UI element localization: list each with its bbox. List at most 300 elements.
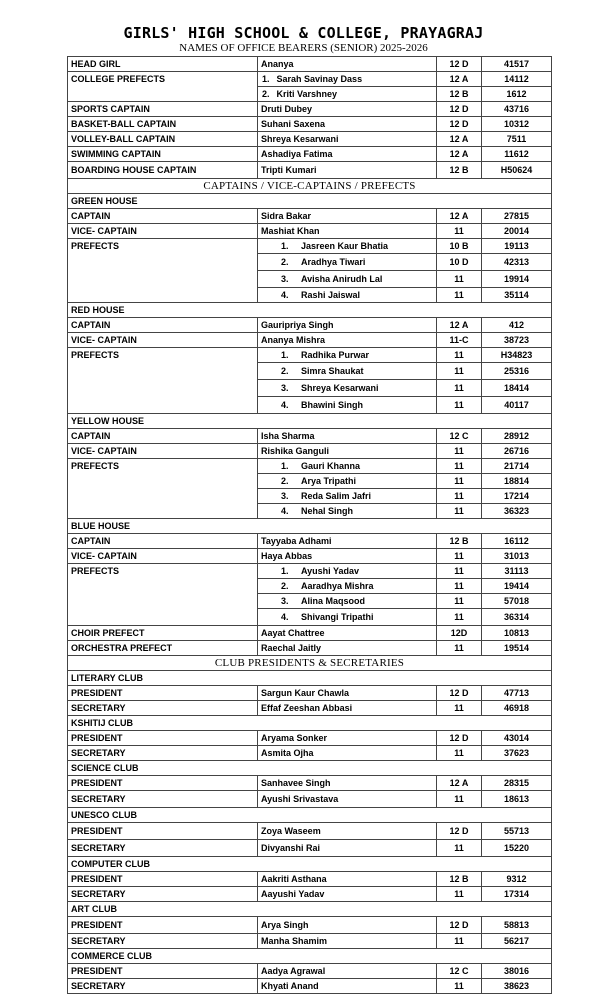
section-heading-row bbox=[68, 656, 552, 671]
member-name-cell bbox=[258, 254, 437, 271]
member-name: Nehal Singh bbox=[301, 505, 354, 516]
group-heading: RED HOUSE bbox=[68, 303, 552, 318]
post-label bbox=[68, 594, 258, 609]
class-section: 11 bbox=[437, 348, 482, 363]
class-section: 10 D bbox=[437, 254, 482, 271]
admission-number: 31113 bbox=[482, 564, 552, 579]
member-name-cell bbox=[258, 917, 437, 934]
member-name-cell bbox=[258, 162, 437, 179]
group-heading: COMMERCE CLUB bbox=[68, 949, 552, 964]
admission-number: 58813 bbox=[482, 917, 552, 934]
admission-number: 25316 bbox=[482, 363, 552, 380]
group-heading-row bbox=[68, 303, 552, 318]
member-name: Druti Dubey bbox=[261, 103, 313, 114]
group-heading: UNESCO CLUB bbox=[68, 808, 552, 823]
class-section: 12 B bbox=[437, 872, 482, 887]
class-section: 11 bbox=[437, 746, 482, 761]
table-row bbox=[68, 626, 552, 641]
class-section: 12 A bbox=[437, 147, 482, 162]
admission-number: 18613 bbox=[482, 791, 552, 808]
member-name-cell bbox=[258, 271, 437, 288]
post-label bbox=[68, 504, 258, 519]
post-label: PRESIDENT bbox=[68, 823, 258, 840]
post-label: CAPTAIN bbox=[68, 429, 258, 444]
member-name-cell bbox=[258, 318, 437, 333]
post-label: PRESIDENT bbox=[68, 964, 258, 979]
post-label: SECRETARY bbox=[68, 934, 258, 949]
post-label bbox=[68, 489, 258, 504]
member-name-cell bbox=[258, 791, 437, 808]
class-section: 11 bbox=[437, 444, 482, 459]
group-heading-row bbox=[68, 808, 552, 823]
member-name: Reda Salim Jafri bbox=[301, 490, 372, 501]
group-heading-row bbox=[68, 671, 552, 686]
admission-number: 19414 bbox=[482, 579, 552, 594]
post-label bbox=[68, 397, 258, 414]
member-name: Manha Shamim bbox=[261, 935, 328, 946]
post-label: SPORTS CAPTAIN bbox=[68, 102, 258, 117]
member-name: Jasreen Kaur Bhatia bbox=[301, 240, 389, 251]
post-label: BASKET-BALL CAPTAIN bbox=[68, 117, 258, 132]
group-heading: KSHITIJ CLUB bbox=[68, 716, 552, 731]
member-name-cell bbox=[258, 474, 437, 489]
class-section: 12 D bbox=[437, 686, 482, 701]
member-name-cell bbox=[258, 239, 437, 254]
list-number: 3. bbox=[281, 490, 289, 501]
member-name-cell bbox=[258, 872, 437, 887]
admission-number: 36323 bbox=[482, 504, 552, 519]
table-row bbox=[68, 746, 552, 761]
member-name: Effaf Zeeshan Abbasi bbox=[261, 702, 353, 713]
class-section: 12 B bbox=[437, 534, 482, 549]
class-section: 11 bbox=[437, 641, 482, 656]
table-row bbox=[68, 162, 552, 179]
class-section: 12 B bbox=[437, 162, 482, 179]
admission-number: 42313 bbox=[482, 254, 552, 271]
table-row bbox=[68, 318, 552, 333]
post-label: COLLEGE PREFECTS bbox=[68, 72, 258, 87]
member-name-cell bbox=[258, 459, 437, 474]
member-name-cell bbox=[258, 444, 437, 459]
class-section: 12 B bbox=[437, 87, 482, 102]
class-section: 12 D bbox=[437, 731, 482, 746]
member-name: Rashi Jaiswal bbox=[301, 289, 361, 300]
class-section: 12D bbox=[437, 626, 482, 641]
group-heading-row bbox=[68, 761, 552, 776]
list-number: 3. bbox=[281, 595, 289, 606]
class-section: 11 bbox=[437, 363, 482, 380]
admission-number: 38623 bbox=[482, 979, 552, 994]
list-number: 1. bbox=[281, 460, 289, 471]
table-row bbox=[68, 823, 552, 840]
group-heading: ART CLUB bbox=[68, 902, 552, 917]
office-bearers-table-body bbox=[68, 57, 552, 994]
admission-number: 37623 bbox=[482, 746, 552, 761]
table-row bbox=[68, 641, 552, 656]
member-name: Aayushi Yadav bbox=[261, 888, 325, 899]
table-row bbox=[68, 609, 552, 626]
admission-number: 7511 bbox=[482, 132, 552, 147]
member-name: Sargun Kaur Chawla bbox=[261, 687, 350, 698]
member-name: Mashiat Khan bbox=[261, 225, 320, 236]
member-name: Kriti Varshney bbox=[276, 88, 338, 99]
class-section: 12 D bbox=[437, 117, 482, 132]
post-label: PRESIDENT bbox=[68, 872, 258, 887]
member-name-cell bbox=[258, 731, 437, 746]
table-row bbox=[68, 872, 552, 887]
admission-number: 412 bbox=[482, 318, 552, 333]
post-label bbox=[68, 579, 258, 594]
table-row bbox=[68, 57, 552, 72]
member-name: Aadya Agrawal bbox=[261, 965, 326, 976]
post-label: PRESIDENT bbox=[68, 686, 258, 701]
member-name-cell bbox=[258, 224, 437, 239]
post-label: HEAD GIRL bbox=[68, 57, 258, 72]
table-row bbox=[68, 840, 552, 857]
admission-number: 1612 bbox=[482, 87, 552, 102]
admission-number: 10312 bbox=[482, 117, 552, 132]
member-name: Gauripriya Singh bbox=[261, 319, 334, 330]
group-heading: SCIENCE CLUB bbox=[68, 761, 552, 776]
group-heading-row bbox=[68, 519, 552, 534]
section-heading: CAPTAINS / VICE-CAPTAINS / PREFECTS bbox=[68, 179, 552, 194]
list-number: 4. bbox=[281, 611, 289, 622]
section-heading-row bbox=[68, 179, 552, 194]
class-section: 11 bbox=[437, 887, 482, 902]
admission-number: 28912 bbox=[482, 429, 552, 444]
admission-number: 18814 bbox=[482, 474, 552, 489]
admission-number: 35114 bbox=[482, 288, 552, 303]
member-name-cell bbox=[258, 840, 437, 857]
table-row bbox=[68, 731, 552, 746]
table-row bbox=[68, 72, 552, 87]
table-row bbox=[68, 132, 552, 147]
member-name-cell bbox=[258, 626, 437, 641]
member-name: Asmita Ojha bbox=[261, 747, 314, 758]
admission-number: 10813 bbox=[482, 626, 552, 641]
admission-number: 38016 bbox=[482, 964, 552, 979]
class-section: 12 C bbox=[437, 429, 482, 444]
office-bearers-table bbox=[67, 56, 552, 994]
post-label: CHOIR PREFECT bbox=[68, 626, 258, 641]
list-number: 2. bbox=[281, 580, 289, 591]
table-row bbox=[68, 363, 552, 380]
class-section: 11 bbox=[437, 271, 482, 288]
admission-number: 43014 bbox=[482, 731, 552, 746]
list-number: 4. bbox=[281, 289, 289, 300]
class-section: 12 A bbox=[437, 318, 482, 333]
admission-number: 40117 bbox=[482, 397, 552, 414]
table-row bbox=[68, 102, 552, 117]
class-section: 11 bbox=[437, 579, 482, 594]
table-row bbox=[68, 979, 552, 994]
member-name: Aryama Sonker bbox=[261, 732, 328, 743]
post-label: PREFECTS bbox=[68, 564, 258, 579]
member-name-cell bbox=[258, 72, 437, 87]
member-name: Radhika Purwar bbox=[301, 349, 370, 360]
class-section: 11 bbox=[437, 934, 482, 949]
member-name-cell bbox=[258, 534, 437, 549]
member-name-cell bbox=[258, 823, 437, 840]
group-heading: GREEN HOUSE bbox=[68, 194, 552, 209]
member-name-cell bbox=[258, 489, 437, 504]
post-label: VICE- CAPTAIN bbox=[68, 549, 258, 564]
member-name: Ananya Mishra bbox=[261, 334, 326, 345]
post-label bbox=[68, 271, 258, 288]
post-label: VOLLEY-BALL CAPTAIN bbox=[68, 132, 258, 147]
admission-number: 17214 bbox=[482, 489, 552, 504]
member-name-cell bbox=[258, 979, 437, 994]
table-row bbox=[68, 701, 552, 716]
table-row bbox=[68, 117, 552, 132]
class-section: 11 bbox=[437, 288, 482, 303]
member-name-cell bbox=[258, 686, 437, 701]
member-name-cell bbox=[258, 380, 437, 397]
admission-number: 14112 bbox=[482, 72, 552, 87]
post-label bbox=[68, 288, 258, 303]
member-name: Tayyaba Adhami bbox=[261, 535, 332, 546]
admission-number: 18414 bbox=[482, 380, 552, 397]
member-name: Khyati Anand bbox=[261, 980, 319, 991]
member-name-cell bbox=[258, 609, 437, 626]
member-name: Aayat Chattree bbox=[261, 627, 325, 638]
member-name-cell bbox=[258, 934, 437, 949]
member-name: Raechal Jaitly bbox=[261, 642, 322, 653]
member-name: Tripti Kumari bbox=[261, 164, 317, 175]
group-heading-row bbox=[68, 194, 552, 209]
table-row bbox=[68, 887, 552, 902]
list-number: 3. bbox=[281, 273, 289, 284]
list-number: 1. bbox=[281, 349, 289, 360]
list-number: 3. bbox=[281, 382, 289, 393]
group-heading-row bbox=[68, 716, 552, 731]
table-row bbox=[68, 333, 552, 348]
table-row bbox=[68, 444, 552, 459]
table-row bbox=[68, 489, 552, 504]
section-heading: CLUB PRESIDENTS & SECRETARIES bbox=[68, 656, 552, 671]
table-row bbox=[68, 917, 552, 934]
admission-number: 19914 bbox=[482, 271, 552, 288]
table-row bbox=[68, 459, 552, 474]
member-name-cell bbox=[258, 348, 437, 363]
member-name: Isha Sharma bbox=[261, 430, 315, 441]
member-name-cell bbox=[258, 504, 437, 519]
admission-number: H34823 bbox=[482, 348, 552, 363]
member-name-cell bbox=[258, 746, 437, 761]
table-row bbox=[68, 348, 552, 363]
class-section: 11 bbox=[437, 840, 482, 857]
table-row bbox=[68, 776, 552, 791]
list-number: 4. bbox=[281, 505, 289, 516]
member-name: Zoya Waseem bbox=[261, 825, 321, 836]
post-label bbox=[68, 254, 258, 271]
member-name-cell bbox=[258, 397, 437, 414]
member-name: Ayushi Srivastava bbox=[261, 793, 339, 804]
admission-number: 19514 bbox=[482, 641, 552, 656]
class-section: 11 bbox=[437, 504, 482, 519]
member-name: Aakriti Asthana bbox=[261, 873, 327, 884]
member-name-cell bbox=[258, 887, 437, 902]
document-subtitle: NAMES OF OFFICE BEARERS (SENIOR) 2025-2026 bbox=[179, 42, 428, 54]
member-name: Arya Tripathi bbox=[301, 475, 357, 486]
member-name-cell bbox=[258, 429, 437, 444]
admission-number: 11612 bbox=[482, 147, 552, 162]
member-name-cell bbox=[258, 964, 437, 979]
member-name-cell bbox=[258, 641, 437, 656]
list-number: 1. bbox=[281, 240, 289, 251]
class-section: 12 A bbox=[437, 209, 482, 224]
member-name-cell bbox=[258, 102, 437, 117]
table-row bbox=[68, 254, 552, 271]
class-section: 11 bbox=[437, 564, 482, 579]
member-name: Ananya bbox=[261, 58, 294, 69]
post-label: ORCHESTRA PREFECT bbox=[68, 641, 258, 656]
member-name-cell bbox=[258, 549, 437, 564]
group-heading-row bbox=[68, 949, 552, 964]
class-section: 12 A bbox=[437, 132, 482, 147]
admission-number: 16112 bbox=[482, 534, 552, 549]
admission-number: 27815 bbox=[482, 209, 552, 224]
post-label bbox=[68, 609, 258, 626]
member-name: Divyanshi Rai bbox=[261, 842, 321, 853]
group-heading-row bbox=[68, 857, 552, 872]
post-label: SECRETARY bbox=[68, 887, 258, 902]
class-section: 11 bbox=[437, 224, 482, 239]
post-label: SECRETARY bbox=[68, 840, 258, 857]
class-section: 11 bbox=[437, 489, 482, 504]
member-name-cell bbox=[258, 701, 437, 716]
admission-number: 41517 bbox=[482, 57, 552, 72]
member-name: Aaradhya Mishra bbox=[301, 580, 374, 591]
class-section: 12 A bbox=[437, 776, 482, 791]
table-row bbox=[68, 429, 552, 444]
class-section: 11 bbox=[437, 474, 482, 489]
group-heading: BLUE HOUSE bbox=[68, 519, 552, 534]
member-name: Ayushi Yadav bbox=[301, 565, 360, 576]
class-section: 11-C bbox=[437, 333, 482, 348]
table-row bbox=[68, 964, 552, 979]
class-section: 12 D bbox=[437, 57, 482, 72]
admission-number: 55713 bbox=[482, 823, 552, 840]
member-name-cell bbox=[258, 209, 437, 224]
class-section: 11 bbox=[437, 701, 482, 716]
admission-number: 17314 bbox=[482, 887, 552, 902]
member-name: Alina Maqsood bbox=[301, 595, 366, 606]
admission-number: 9312 bbox=[482, 872, 552, 887]
group-heading: LITERARY CLUB bbox=[68, 671, 552, 686]
class-section: 10 B bbox=[437, 239, 482, 254]
table-row bbox=[68, 579, 552, 594]
class-section: 11 bbox=[437, 791, 482, 808]
admission-number: 46918 bbox=[482, 701, 552, 716]
member-name: Aradhya Tiwari bbox=[301, 256, 366, 267]
member-name-cell bbox=[258, 147, 437, 162]
table-row bbox=[68, 934, 552, 949]
post-label: SECRETARY bbox=[68, 746, 258, 761]
list-number: 2. bbox=[281, 475, 289, 486]
table-row bbox=[68, 474, 552, 489]
post-label: SWIMMING CAPTAIN bbox=[68, 147, 258, 162]
list-number: 4. bbox=[281, 399, 289, 410]
table-row bbox=[68, 380, 552, 397]
member-name: Sidra Bakar bbox=[261, 210, 312, 221]
table-row bbox=[68, 549, 552, 564]
member-name: Sanhavee Singh bbox=[261, 777, 331, 788]
admission-number: 47713 bbox=[482, 686, 552, 701]
post-label: SECRETARY bbox=[68, 979, 258, 994]
admission-number: 15220 bbox=[482, 840, 552, 857]
group-heading-row bbox=[68, 902, 552, 917]
class-section: 11 bbox=[437, 380, 482, 397]
member-name: Arya Singh bbox=[261, 919, 309, 930]
member-name-cell bbox=[258, 363, 437, 380]
post-label: PRESIDENT bbox=[68, 776, 258, 791]
class-section: 11 bbox=[437, 979, 482, 994]
member-name-cell bbox=[258, 333, 437, 348]
admission-number: 26716 bbox=[482, 444, 552, 459]
post-label bbox=[68, 380, 258, 397]
class-section: 12 D bbox=[437, 917, 482, 934]
class-section: 11 bbox=[437, 609, 482, 626]
table-row bbox=[68, 147, 552, 162]
member-name-cell bbox=[258, 132, 437, 147]
post-label: PREFECTS bbox=[68, 239, 258, 254]
table-row bbox=[68, 534, 552, 549]
member-name-cell bbox=[258, 87, 437, 102]
admission-number: 20014 bbox=[482, 224, 552, 239]
member-name: Bhawini Singh bbox=[301, 399, 363, 410]
member-name: Suhani Saxena bbox=[261, 118, 326, 129]
admission-number: 28315 bbox=[482, 776, 552, 791]
admission-number: 56217 bbox=[482, 934, 552, 949]
class-section: 12 A bbox=[437, 72, 482, 87]
class-section: 11 bbox=[437, 549, 482, 564]
admission-number: 36314 bbox=[482, 609, 552, 626]
member-name-cell bbox=[258, 776, 437, 791]
table-row bbox=[68, 397, 552, 414]
table-row bbox=[68, 224, 552, 239]
post-label: VICE- CAPTAIN bbox=[68, 333, 258, 348]
member-name: Rishika Ganguli bbox=[261, 445, 330, 456]
school-title: GIRLS' HIGH SCHOOL & COLLEGE, PRAYAGRAJ bbox=[123, 24, 484, 42]
member-name-cell bbox=[258, 594, 437, 609]
member-name-cell bbox=[258, 117, 437, 132]
class-section: 11 bbox=[437, 459, 482, 474]
group-heading: YELLOW HOUSE bbox=[68, 414, 552, 429]
admission-number: 38723 bbox=[482, 333, 552, 348]
post-label bbox=[68, 87, 258, 102]
table-row bbox=[68, 209, 552, 224]
admission-number: 21714 bbox=[482, 459, 552, 474]
table-row bbox=[68, 271, 552, 288]
admission-number: H50624 bbox=[482, 162, 552, 179]
list-number: 2. bbox=[281, 365, 289, 376]
post-label: PREFECTS bbox=[68, 348, 258, 363]
member-name: Avisha Anirudh Lal bbox=[301, 273, 383, 284]
post-label: BOARDING HOUSE CAPTAIN bbox=[68, 162, 258, 179]
post-label bbox=[68, 474, 258, 489]
member-name: Haya Abbas bbox=[261, 550, 313, 561]
table-row bbox=[68, 504, 552, 519]
table-row bbox=[68, 87, 552, 102]
member-name: Simra Shaukat bbox=[301, 365, 364, 376]
admission-number: 31013 bbox=[482, 549, 552, 564]
member-name-cell bbox=[258, 288, 437, 303]
member-name: Shreya Kesarwani bbox=[261, 133, 339, 144]
class-section: 12 D bbox=[437, 102, 482, 117]
class-section: 12 D bbox=[437, 823, 482, 840]
post-label: VICE- CAPTAIN bbox=[68, 444, 258, 459]
